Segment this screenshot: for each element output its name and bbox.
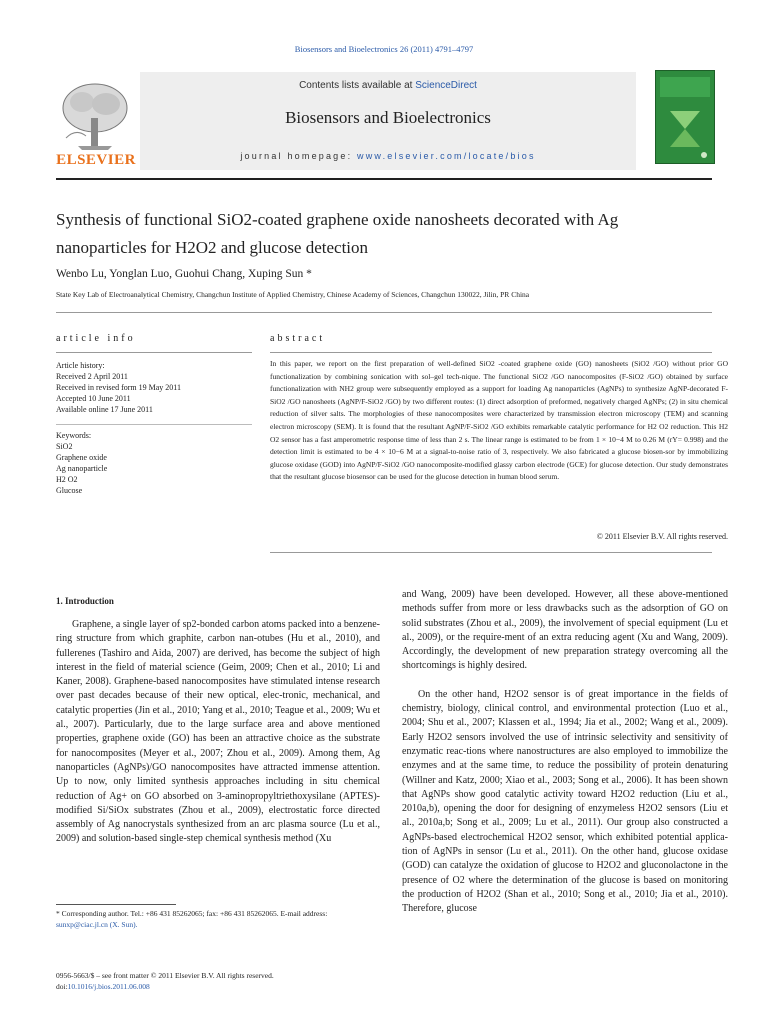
journal-cover-image: [655, 70, 715, 164]
article-title: Synthesis of functional SiO2-coated graphene oxide nanosheets decorated with Ag nanoparticles for H2O2 and glucose detection: [56, 210, 619, 257]
paragraph: and Wang, 2009) have been developed. However, all these above-mentioned methods suffer from more or less drawbacks such as the adsorption of GO on solid substrates (Zhou et al., 2009), the involvement of special equipment (Lu et al., 2009), or the require-ment of an extra reducing agent (Xu and Wang, 2009). Accordingly, the development of new preparation strategy overcoming all the shortcomings is highly desired.: [402, 589, 728, 672]
homepage-link[interactable]: www.elsevier.com/locate/bios: [357, 151, 536, 161]
issn-line: [56, 970, 376, 992]
keyword: Graphene oxide: [56, 453, 107, 462]
footnote-text: * Corresponding author. Tel.: +86 431 85262065; fax: +86 431 85262065. E-mail address:: [56, 909, 328, 918]
history-label: Article history:: [56, 361, 105, 370]
elsevier-wordmark: ELSEVIER: [56, 152, 136, 168]
article-history: [56, 360, 252, 415]
history-revised: Received in revised form 19 May 2011: [56, 383, 182, 392]
history-online: Available online 17 June 2011: [56, 405, 153, 414]
keyword: H2 O2: [56, 475, 78, 484]
keywords-label: Keywords:: [56, 431, 92, 440]
divider: [270, 352, 712, 353]
journal-reference[interactable]: Biosensors and Bioelectronics 26 (2011) 4791–4797: [294, 44, 474, 54]
doi-line: [56, 981, 376, 992]
sciencedirect-link[interactable]: ScienceDirect: [415, 80, 477, 91]
corresponding-author-footnote: [56, 908, 376, 930]
header-rule: [56, 178, 712, 180]
paragraph: On the other hand, H2O2 sensor is of great importance in the fields of chemistry, biology, clinical control, and environmental protection (Luo et al., 2004; Shu et al., 2007; Klassen et al., 1994; Jia et al., 2002; Wang et al., 2009). Early H2O2 sensors involved the use of intrinsic selectivity and sensitivity of enzymatic reac-tions where nanostructures are also employed to immobilize the enzymes and at the same time, to reduce the possibility of protein denaturing (Willner and Katz, 2000; Xiao et al., 2003; Song et al., 2006). It has been shown that AgNPs show good catalytic activity toward H2O2 reduction (Liu et al., 2010a,b), opening the door for designing of enzymeless H2O2 sensors (Liu et al., 2010a,b; Song et al., 2009; Lu et al., 2011). Our group also constructed a AgNPs-based electrochemical H2O2 sensor, which exhibited potential applica-tion of AgNPs in sensor (Lu et al., 2011). On the other hand, glucose oxidase (GOD) can catalyze the oxidation of glucose to H2O2 and gluconolactone in the presence of O2 where the determination of the glucose is based on monitoring the production of H2O2 (Shan et al., 2010; Song et al., 2010; Jia et al., 2010). Therefore, glucose: [402, 688, 728, 915]
issn: 0956-5663/$ – see front matter © 2011 Elsevier B.V. All rights reserved.: [56, 971, 274, 980]
authors: Wenbo Lu, Yonglan Luo, Guohui Chang, Xuping Sun *: [56, 268, 312, 280]
divider: [56, 312, 712, 313]
elsevier-tree-logo: [56, 78, 134, 162]
abstract-text: In this paper, we report on the first preparation of well-defined SiO2 -coated graphene oxide (GO) nanosheets (SiO2 /GO) without prior GO functionalization by combining sonication with sol–gel tech-nique. The functional SiO2 /GO nanocomposites (F-SiO2 /GO) obtained by surface functionalization with NH2 group were subsequently employed as a support for loading Ag nanoparticles (AgNPs) to synthesize AgNP-decorated F-SiO2 /GO nanosheets (AgNP/F-SiO2 /GO) by two different routes: (1) direct adsorption of preformed, negatively charged AgNPs; (2) in situ chemical reduction of silver salts. The morphologies of these nanocomposites were characterized by transmission electron microscopy (TEM) and scanning electron microscopy (SEM). It is found that the resultant AgNP/F-SiO2 /GO exhibits remarkable catalytic performance for H2 O2 reduction. This H2 O2 sensor has a fast amperometric response time of less than 2 s. The linear range is estimated to be from 1 × 10−4 M to 0.26 M (rY= 0.998) and the detection limit is estimated to be 4 × 10−6 M at a signal-to-noise ratio of 3, respectively. We also fabricated a glucose biosen-sor by immobilizing glucose oxidase (GOD) into AgNP/F-SiO2 /GO nanocomposite-modified glassy carbon electrode (GCE) for glucose detection. Our study demonstrates that the resultant glucose biosensor can be used for the glucose detection in human blood serum.: [270, 359, 728, 482]
contents-line: [140, 80, 636, 91]
keyword: SiO2: [56, 442, 73, 451]
keyword: Ag nanoparticle: [56, 464, 108, 473]
divider: [56, 352, 252, 353]
paragraph: Graphene, a single layer of sp2-bonded carbon atoms packed into a benzene-ring structure from which graphite, carbon nan-otubes (Hu et al., 2010), and fullerenes (Tashiro and Aida, 2007) are derived, has become the subject of high interest in the field of material science (Geim, 2009; Chen et al., 2010; Li and Kaner, 2008). Graphene-based nanocomposites have stimulated intense research over past decades because of their new optical, elec-tronic, mechanical, and catalytic properties (Jin et al., 2010; Yang et al., 2010; Teague et al., 2009; Wu et al., 2007). Particularly, due to the large surface area and above mentioned properties, graphene oxide (GO) has been an attractive choice as the substrate for nanocomposites (Meyer et al., 2007; Zhou et al., 2009). Among them, Ag nanoparticles (AgNPs)/GO nanocomposites have attracted immense attention. Up to now, only limited synthesis approaches including in situ chemical reduction of Ag+ on GO absorbed on 3-aminopropyltriethoxysilane (APTES)-modified Si/SiOx substrates (Zhou et al., 2009), electrostatic force directed assembly of Ag nanocrystals synthesized from an arc plasma source (Lu et al., 2009) and solution-based single-step chemical synthesis method (Xu: [56, 619, 380, 845]
keyword: Glucose: [56, 486, 83, 495]
history-accepted: Accepted 10 June 2011: [56, 394, 131, 403]
copyright: © 2011 Elsevier B.V. All rights reserved.: [596, 532, 728, 541]
body-column-right: [402, 588, 728, 917]
contents-prefix: Contents lists available at: [299, 80, 416, 91]
email-link[interactable]: sunxp@ciac.jl.cn (X. Sun).: [56, 920, 138, 929]
keywords: [56, 430, 252, 496]
history-received: Received 2 April 2011: [56, 372, 128, 381]
footnote-rule: [56, 904, 176, 905]
body-column-left: [56, 618, 380, 847]
section-heading-introduction: 1. Introduction: [56, 596, 114, 606]
doi-link[interactable]: 10.1016/j.bios.2011.06.008: [67, 982, 150, 991]
doi-prefix: doi:: [56, 982, 68, 991]
journal-title: Biosensors and Bioelectronics: [285, 108, 491, 127]
homepage-prefix: journal homepage:: [240, 151, 357, 161]
abstract-heading: abstract: [270, 333, 326, 344]
divider: [270, 552, 712, 553]
article-info-heading: article info: [56, 333, 136, 344]
affiliation: State Key Lab of Electroanalytical Chemistry, Changchun Institute of Applied Chemistry, Chinese Academy of Sciences, Changchun 130022, Jilin, PR China: [56, 290, 530, 299]
journal-homepage: [140, 151, 636, 161]
divider: [56, 424, 252, 425]
